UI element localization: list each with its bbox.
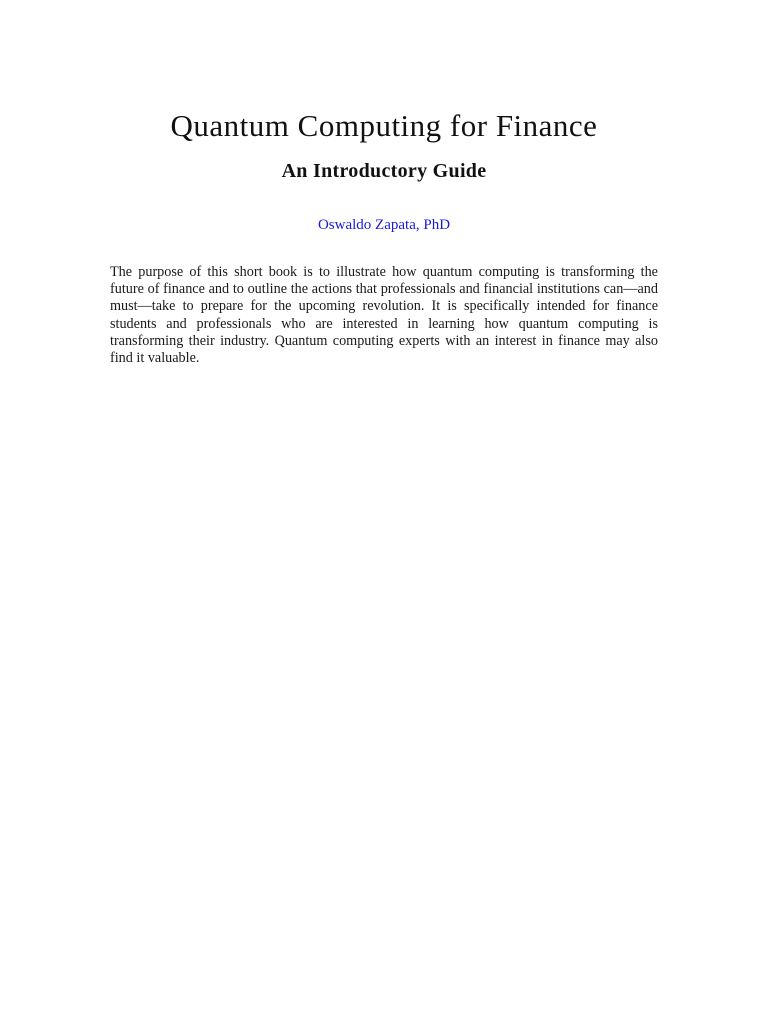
abstract-paragraph: The purpose of this short book is to illustrate how quantum computing is transforming the future of finance and to outline the actions that professionals and financial institutions can—and must—take to prepare for the upcoming revolution. It is specifically intended for finance students and professionals who are interested in learning how quantum computing is transforming their industry. Quantum computing experts with an interest in finance may also find it valuable.	[110, 264, 658, 367]
author-link[interactable]: Oswaldo Zapata, PhD	[317, 217, 451, 233]
document-title: Quantum Computing for Finance	[170, 108, 598, 143]
document-subtitle: An Introductory Guide	[281, 160, 487, 182]
